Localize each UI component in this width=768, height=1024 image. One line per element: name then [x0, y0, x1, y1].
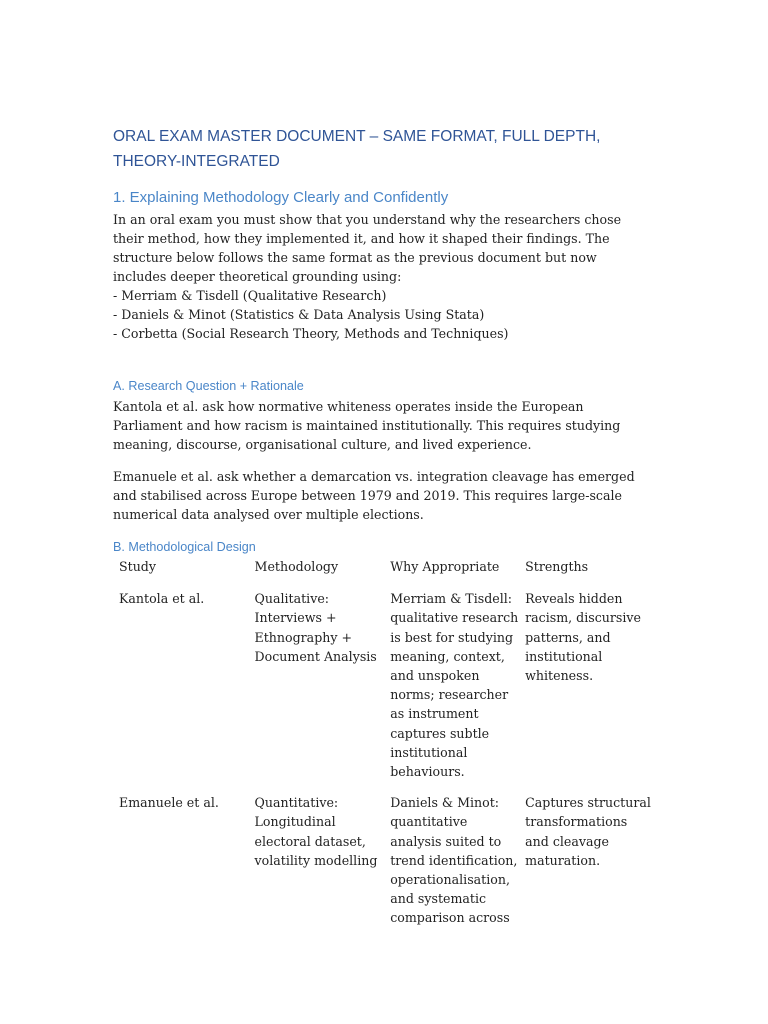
header-strengths: Strengths [525, 559, 589, 574]
methodology-table [113, 557, 653, 928]
subheading-methodological-design: B. Methodological Design [113, 540, 256, 554]
intro-text: In an oral exam you must show that you understand why the researchers chose their method, how they implemented it, and how it shaped their findings. The structure below follows the same format as the previous document but now includes deeper theoretical grounding using: [113, 212, 622, 284]
table-cell: Reveals hidden racism, discursive patterns, and institutional whiteness. [525, 591, 641, 684]
table-cell: Kantola et al. [119, 591, 205, 607]
table-cell: Quantitative: Longitudinal electoral dataset, volatility modelling [254, 795, 378, 868]
table-row [113, 589, 653, 793]
table-cell: Daniels & Minot: quantitative analysis suited to trend identification, operationalisation, and systematic comparison across [390, 795, 518, 926]
table-cell: Captures structural transformations and cleavage maturation. [525, 795, 651, 868]
table-cell: Merriam & Tisdell: qualitative research is best for studying meaning, context, and unspoken norms; researcher as instrument captures subtle institutional behaviours. [390, 591, 519, 780]
source-item: - Daniels & Minot (Statistics & Data Analysis Using Stata) [113, 307, 485, 322]
section-heading-methodology: 1. Explaining Methodology Clearly and Confidently [113, 189, 449, 206]
paragraph-emanuele: Emanuele et al. ask whether a demarcation vs. integration cleavage has emerged and stabilised across Europe between 1979 and 2019. This requires large-scale numerical data analysed over multiple elections. [113, 469, 635, 522]
header-why-appropriate: Why Appropriate [390, 559, 500, 574]
table-cell: Qualitative: Interviews + Ethnography + Document Analysis [254, 591, 377, 664]
paragraph-kantola: Kantola et al. ask how normative whiteness operates inside the European Parliament and how racism is maintained institutionally. This requires studying meaning, discourse, organisational culture, and lived experience. [113, 399, 621, 452]
source-list [113, 286, 653, 343]
subheading-research-question: A. Research Question + Rationale [113, 379, 304, 393]
table-row [113, 793, 653, 927]
intro-paragraph [113, 210, 653, 343]
source-item: - Corbetta (Social Research Theory, Methods and Techniques) [113, 326, 509, 341]
header-methodology: Methodology [254, 559, 339, 574]
document-title: ORAL EXAM MASTER DOCUMENT – SAME FORMAT, FULL DEPTH, THEORY-INTEGRATED [113, 128, 601, 170]
table-header-row [113, 557, 653, 589]
header-study: Study [119, 559, 156, 574]
source-item: - Merriam & Tisdell (Qualitative Research) [113, 288, 387, 303]
table-cell: Emanuele et al. [119, 795, 219, 811]
